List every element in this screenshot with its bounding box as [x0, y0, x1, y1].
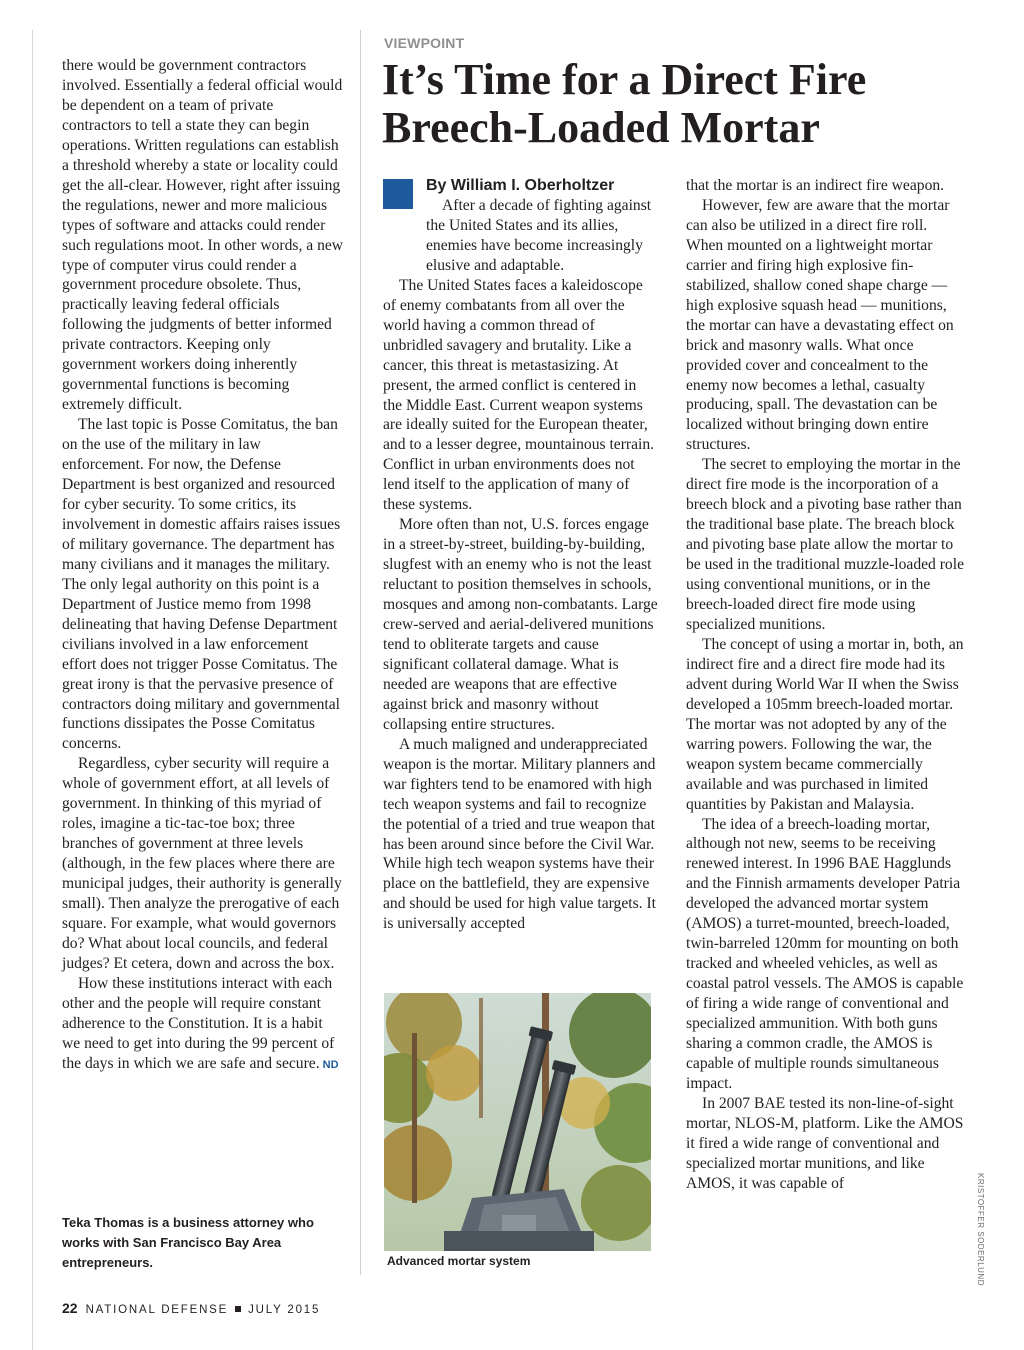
body-paragraph: A much maligned and underappreciated weapon is the mortar. Military planners and war fighters tend to be enamored with high tech weapon systems and fail to recognize the potential of a tried and true weapon that has been around since before the Civil War. While high tech weapon systems have their place on the battlefield, they are expensive and should be used for high value targets. It is universally accepted	[383, 735, 656, 933]
lead-paragraph: After a decade of fighting against the United States and its allies, enemies have become increasingly elusive and adaptable.	[426, 197, 652, 274]
left-margin-rule	[32, 30, 33, 1350]
body-paragraph: In 2007 BAE tested its non-line-of-sight mortar, NLOS-M, platform. Like the AMOS it fired a wide range of conventional and specialized mortar munitions, and like AMOS, it was capable of	[686, 1094, 964, 1192]
body-paragraph-last	[62, 974, 344, 1076]
magazine-name: NATIONAL DEFENSE	[85, 1304, 229, 1316]
footer-separator	[235, 1306, 241, 1312]
article-column-right	[686, 176, 964, 1194]
body-paragraph: The secret to employing the mortar in the direct fire mode is the incorporation of a breech block and a pivoting base rather than the traditional base plate. The breach block and pivoting base plate allow the mortar to be used in the traditional muzzle-loaded role using conventional munitions, or in the breech-loaded direct fire mode using specialized munitions.	[686, 456, 964, 633]
previous-article-column	[62, 56, 344, 1076]
page-footer	[62, 1300, 320, 1316]
body-paragraph-text: How these institutions interact with each other and the people will require constant adherence to the Constitution. It is a habit we need to get into during the 99 percent of the days in which we are safe and secure.	[62, 974, 335, 1072]
body-paragraph: that the mortar is an indirect fire weapon.	[686, 177, 945, 194]
body-paragraph: The idea of a breech-loading mortar, although not new, seems to be receiving renewed interest. In 1996 BAE Hagglunds and the Finnish armaments developer Patria developed the advanced mortar system (AMOS) a turret-mounted, breech-loaded, twin-barreled 120mm for mounting on both tracked and wheeled vehicles, as well as coastal patrol vessels. The AMOS is capable of firing a wide range of conventional and specialized ammunition. With both guns sharing a common cradle, the AMOS is capable of multiple rounds simultaneous impact.	[686, 815, 964, 1092]
byline-block	[383, 176, 658, 276]
column-divider-rule	[360, 30, 361, 1275]
body-paragraph: More often than not, U.S. forces engage in a street-by-street, building-by-building, slugfest with an enemy who is not the least reluctant to position themselves in schools, mosques and among non-combatants. Large crew-served and aerial-delivered munitions tend to obliterate targets and cause significant collateral damage. What is needed are weapons that are effective against brick and masonry without collapsing entire structures.	[383, 516, 658, 733]
page-number: 22	[62, 1300, 78, 1316]
section-marker-square	[383, 179, 413, 209]
byline: By William I. Oberholtzer	[426, 177, 615, 194]
mortar-illustration	[384, 993, 651, 1251]
issue-date: JULY 2015	[248, 1304, 321, 1316]
article-title: It’s Time for a Direct Fire Breech-Loaded Mortar	[382, 55, 867, 152]
body-paragraph: Regardless, cyber security will require a whole of government effort, at all levels of government. In thinking of this myriad of roles, imagine a tic-tac-toe box; three branches of government at three levels (although, in the few places where there are municipal judges, their authority is generally small). Then analyze the prerogative of each square. For example, what would governors do? What about local councils, and federal judges? Et cetera, down and across the box.	[62, 755, 342, 972]
body-paragraph: The United States faces a kaleidoscope of enemy combatants from all over the world having a common thread of unbridled savagery and brutality. Like a cancer, this threat is metastasizing. At present, the armed conflict is centered in the Middle East. Current weapon systems are ideally suited for the European theater, and to a lesser degree, mountainous terrain. Conflict in urban environments does not lend itself to the application of many of these systems.	[383, 276, 655, 514]
body-paragraph: However, few are aware that the mortar can also be utilized in a direct fire roll. When mounted on a lightweight mortar carrier and firing high explosive fin-stabilized, shallow coned shape charge — high explosive squash head — munitions, the mortar can have a devastating effect on brick and masonry walls. What once provided cover and concealment to the enemy now becomes a lethal, casualty producing, spall. The devastation can be localized without bringing down entire structures.	[686, 196, 954, 454]
body-paragraph: The last topic is Posse Comitatus, the ban on the use of the military in law enforcement. For now, the Defense Department is best organized and resourced for cyber security. To some critics, its involvement in domestic affairs raises issues of military governance. The department has many civilians and it manages the military. The only legal authority on this point is a Department of Justice memo from 1998 delineating that having Defense Department civilians involved in a law enforcement effort does not trigger Posse Comitatus. The great irony is that the pervasive presence of contractors doing military and governmental functions dissipates the Posse Comitatus concerns.	[62, 416, 341, 753]
section-kicker: VIEWPOINT	[384, 35, 465, 51]
article-column-middle	[383, 176, 658, 934]
photo-credit: KRISTOFFER SODERLUND	[976, 1173, 985, 1286]
mortar-photo	[384, 993, 651, 1251]
photo-caption: Advanced mortar system	[387, 1254, 531, 1268]
author-bio: Teka Thomas is a business attorney who works with San Francisco Bay Area entrepreneurs.	[62, 1215, 314, 1270]
body-paragraph: The concept of using a mortar in, both, an indirect fire and a direct fire mode had its advent during World War II when the Swiss developed a 105mm breech-loaded mortar. The mortar was not adopted by any of the warring powers. Following the war, the weapon system became commercially available and was purchased in limited quantities by Pakistan and Malaysia.	[686, 635, 964, 813]
body-paragraph: there would be government contractors involved. Essentially a federal official would be dependent on a team of private contractors to tell a state they can begin operations. Written regulations can establish a threshold whereby a state or locality could get the all-clear. However, right after issuing the regulations, newer and more malicious types of software and attacks could render such regulations moot. In other words, a new type of computer virus could render a government procedure obsolete. Thus, practically leaving federal officials following the judgments of better informed private contractors. Keeping only government workers doing inherently governmental functions is becoming extremely difficult.	[62, 57, 344, 414]
end-of-article-mark: ND	[322, 1058, 339, 1071]
